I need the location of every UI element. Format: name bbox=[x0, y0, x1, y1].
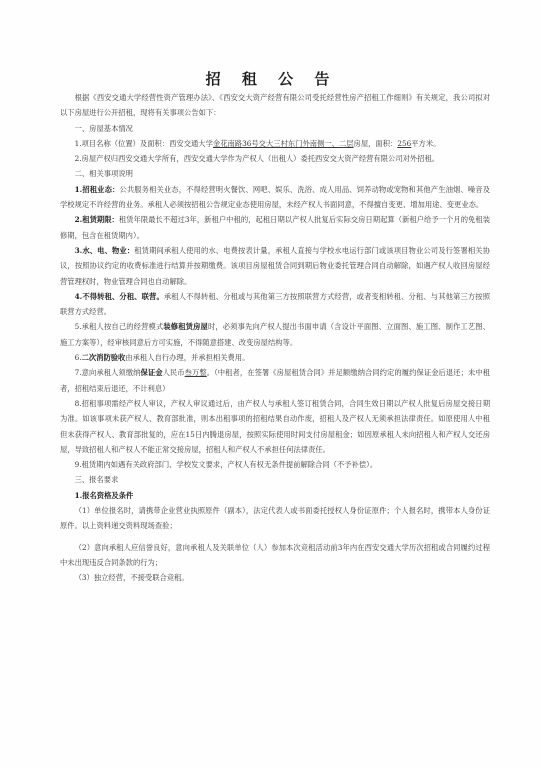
item1-suffix: 平方米。 bbox=[411, 138, 441, 148]
section-heading-registration: 三、报名要求 bbox=[74, 475, 119, 485]
details-item-2 bbox=[60, 212, 490, 243]
property-location: 金花南路36号交大三村东门外南侧一、二层 bbox=[212, 138, 354, 148]
basic-info-item-1 bbox=[60, 136, 490, 151]
item-text: 由承租人自行办理，并承担相关费用。 bbox=[125, 353, 250, 363]
item-label: 装修租赁房屋 bbox=[163, 322, 208, 332]
section-heading-basic-info: 一、房屋基本情况 bbox=[74, 123, 133, 133]
item-text: 公共服务相关业态，不得经营明火餐饮、网吧、娱乐、洗浴、成人用品、饲养动物或宠物和其他产生油烟、噪音及学校规定不许经营的业务。承租人必须按招租公告规定业态使用房屋，未经产权人书面同意，不得擅自变更、增加用途、变更业态。 bbox=[60, 184, 490, 210]
item-label: 4.不得转租、分租、联营。 bbox=[74, 291, 164, 301]
deposit-amount: 叁万整 bbox=[184, 368, 207, 378]
registration-requirement-3: （3）独立经营，不接受联合竞租。 bbox=[74, 573, 189, 583]
details-item-7 bbox=[60, 365, 490, 396]
section-heading-details: 二、相关事项说明 bbox=[74, 169, 133, 179]
details-item-6 bbox=[60, 350, 490, 365]
details-item-5 bbox=[60, 319, 490, 350]
item-text: 租赁年限最长不超过3年，新租户中租的，起租日期以产权人批复后实际交房日期起算（新租户给予一个月的免租装修期，包含在租赁期内）。 bbox=[60, 215, 490, 240]
registration-requirement-2: （2）意向承租人应信誉良好，意向承租人及关联单位（人）参加本次竞租活动前3年内在西安交通大学历次招租或合同履约过程中未出现违反合同条款的行为； bbox=[60, 542, 490, 567]
item-label: 二次消防验收 bbox=[81, 353, 126, 363]
item-prefix: 5.承租人按自己的经营模式 bbox=[74, 322, 164, 332]
item-label: 3.水、电、物业： bbox=[74, 245, 135, 255]
item-text: 承租人不得转租、分租或与其他第三方按照联营方式经营，或者变相转租、分租、与其他第三方按照联营方式经营。 bbox=[60, 291, 490, 317]
basic-info-item-2: 2.房屋产权归西安交通大学所有，西安交通大学作为产权人（出租人）委托西安交大资产经营有限公司对外招租。 bbox=[74, 154, 440, 164]
details-item-3 bbox=[60, 243, 490, 289]
details-item-4 bbox=[60, 289, 490, 320]
item-text: 时，必须事先向产权人提出书面申请（含设计平面图、立面图、施工图、制作工艺图、施工方案等），经审核同意后方可实施，不得随意搭建、改变房屋结构等。 bbox=[60, 322, 490, 347]
item1-area-label: 房屋，面积： bbox=[353, 138, 398, 148]
item-prefix: 6. bbox=[74, 353, 82, 363]
item-text: 租赁期间承租人使用的水、电费按表计量，承租人直接与学校水电运行部门或该项目物业公司及行签署相关协议，按照协议约定的收费标准进行结算并按期缴费。该项目房屋租赁合同到期后物业委托管理合同自动解除，如遇产权人收回房屋经营管理权时，物业管理合同也自动解除。 bbox=[60, 245, 490, 286]
item-text: 。（中租者，在签署《房屋租赁合同》并足额缴纳合同约定的履约保证金后退还；未中租者，招租结束后退还，不计利息） bbox=[60, 368, 491, 393]
item-label: 2.租赁期限： bbox=[74, 215, 119, 225]
item-prefix: 7.意向承租人须缴纳 bbox=[74, 368, 141, 378]
registration-requirement-1: （1）单位报名时，请携带企业营业执照原件（副本），法定代表人或书面委托授权人身份证原件；个人报名时，携带本人身份证原件。以上资料递交资料现场查验； bbox=[60, 506, 490, 531]
intro-paragraph: 根据《西安交通大学经营性资产管理办法》、《西安交大资产经营有限公司受托经营性房产招租工作细则》有关规定，我公司拟对以下房屋进行公开招租，现将有关事项公告如下： bbox=[60, 93, 490, 118]
property-area: 256 bbox=[397, 138, 412, 148]
details-item-1 bbox=[60, 182, 490, 213]
item-label: 保证金 bbox=[140, 368, 163, 378]
details-item-8: 8.招租事项需经产权人审议，产权人审议通过后，由产权人与承租人签订租赁合同，合同生效日期以产权人批复后房屋交接日期为准。如该事项未获产权人、教育部批准，则本出租事项的招租结果自动作废，招租人及产权人无须承担法律责任。如原使用人中租但未获得产权人、教育部批复的，应在15日内腾退房屋，按照实际使用时间支付房屋租金；如因原承租人未向招租人和产权人交还房屋，导致招租人和产权人不能正常交接房屋，招租人和产权人不承担任何法律责任。 bbox=[60, 398, 490, 454]
details-item-9: 9.租赁期内如遇有关政府部门、学校发文要求，产权人有权无条件提前解除合同（不予补偿）。 bbox=[74, 460, 378, 470]
item-label: 1.招租业态： bbox=[74, 184, 120, 194]
item-mid: 人民币 bbox=[162, 368, 185, 378]
page-title: 招 租 公 告 bbox=[205, 70, 338, 88]
item1-prefix: 1.项目名称（位置）及面积：西安交通大学 bbox=[74, 138, 213, 148]
announcement-body bbox=[60, 90, 490, 586]
registration-subheading: 1.报名资格及条件 bbox=[74, 490, 134, 500]
